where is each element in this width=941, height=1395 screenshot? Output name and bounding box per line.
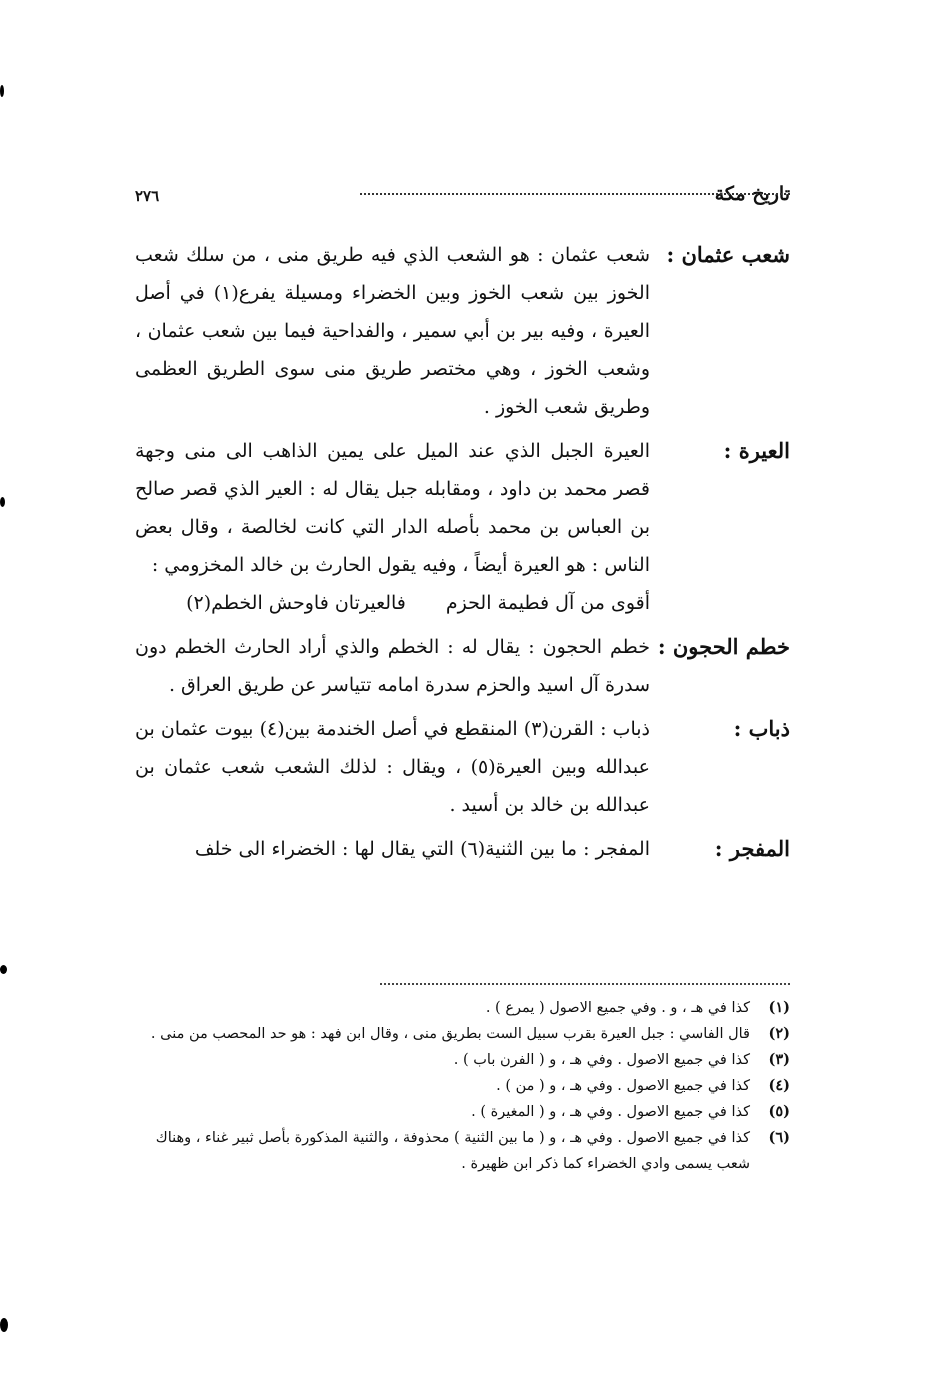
entry-text: خطم الحجون : يقال له : الخطم والذي أراد الحارث الخطم دون سدرة آل اسيد والحزم سدرة امامه تتياسر عن طريق العراق .: [135, 636, 650, 696]
footnote: [135, 1099, 790, 1125]
running-title: تاريخ مكة: [714, 183, 790, 205]
header-leader-dots: [360, 193, 790, 195]
scan-mark: [0, 85, 4, 97]
page-number: ٢٧٦: [135, 187, 160, 205]
entry-term: ذباب :: [733, 716, 790, 741]
entry-dhubab: [135, 710, 790, 824]
scan-mark: [0, 1318, 8, 1332]
footnote: [135, 1073, 790, 1099]
footnote-separator: [380, 983, 790, 985]
entry-text: شعب عثمان : هو الشعب الذي فيه طريق منى ، من سلك شعب الخوز بين شعب الخوز وبين الخضراء ومسيلة يفرع(١) في أصل العيرة ، وفيه بير بن أبي سمير ، والفداحية فيما بين شعب عثمان ، وشعب الخوز ، وهي مختصر طريق منى سوى الطريق العظمى وطريق شعب الخوز .: [135, 244, 650, 418]
entry-khatm-al-hajun: [135, 628, 790, 704]
footnotes: [135, 995, 790, 1177]
footnote: [135, 995, 790, 1021]
footnote: [135, 1125, 790, 1177]
footnote-text: كذا في جميع الاصول . وفي هـ ، و ( من ) .: [496, 1078, 750, 1094]
footnote-number: (٦): [768, 1129, 790, 1146]
running-header: [135, 183, 790, 215]
entry-al-mufjar: [135, 830, 790, 868]
footnote-number: (١): [768, 999, 790, 1016]
scan-mark: [0, 497, 5, 507]
footnote-text: كذا في جميع الاصول . وفي هـ ، و ( الفرن باب ) .: [453, 1052, 750, 1068]
entry-term: المفجر :: [714, 836, 790, 861]
entry-text: المفجر : ما بين الثنية(٦) التي يقال لها : الخضراء الى خلف: [194, 838, 650, 860]
footnote-text: قال الفاسي : جبل العيرة بقرب سبيل الست بطريق منى ، وقال ابن فهد : هو حد المحصب من منى .: [150, 1026, 750, 1042]
scan-mark: [0, 965, 7, 974]
entry-text: العيرة الجبل الذي عند الميل على يمين الذاهب الى منى وجهة قصر محمد بن داود ، ومقابله جبل يقال له : العير الذي قصر صالح بن العباس بن محمد بأصله الدار التي كانت لخالصة ، وقال بعض الناس : هو العيرة أيضاً ، وفيه يقول الحارث بن خالد المخزومي :: [135, 440, 650, 576]
entry-term: خطم الحجون :: [657, 634, 790, 659]
entries-section: [135, 236, 790, 874]
poem-verse: [135, 584, 650, 622]
footnote-number: (٢): [768, 1025, 790, 1042]
footnote-number: (٤): [768, 1077, 790, 1094]
verse-first-hemistich: أقوى من آل فطيمة الحزم: [445, 592, 650, 614]
entry-text: ذباب : القرن(٣) المنقطع في أصل الخندمة بين(٤) بيوت عثمان بن عبدالله وبين العيرة(٥) ، ويقال : لذلك الشعب شعب عثمان بن عبدالله بن خالد بن أسيد .: [135, 718, 650, 816]
footnote-text: كذا في هـ ، و . وفي جميع الاصول ( يمرع ) .: [485, 1000, 750, 1016]
footnote-text: كذا في جميع الاصول . وفي هـ ، و ( المغيرة ) .: [471, 1104, 750, 1120]
footnote-number: (٣): [768, 1051, 790, 1068]
entry-term: العيرة :: [723, 438, 790, 463]
entry-al-ayra: [135, 432, 790, 622]
footnote: [135, 1021, 790, 1047]
footnote-number: (٥): [768, 1103, 790, 1120]
footnote-text: كذا في جميع الاصول . وفي هـ ، و ( ما بين الثنية ) محذوفة ، والثنية المذكورة بأصل ثبير غناء ، وهناك شعب يسمى وادي الخضراء كما ذكر ابن ظهيرة .: [155, 1130, 750, 1172]
footnote: [135, 1047, 790, 1073]
entry-term: شعب عثمان :: [666, 242, 790, 267]
verse-second-hemistich: فالعيرتان فاوحش الخطم(٢): [186, 592, 406, 614]
entry-shib-uthman: [135, 236, 790, 426]
